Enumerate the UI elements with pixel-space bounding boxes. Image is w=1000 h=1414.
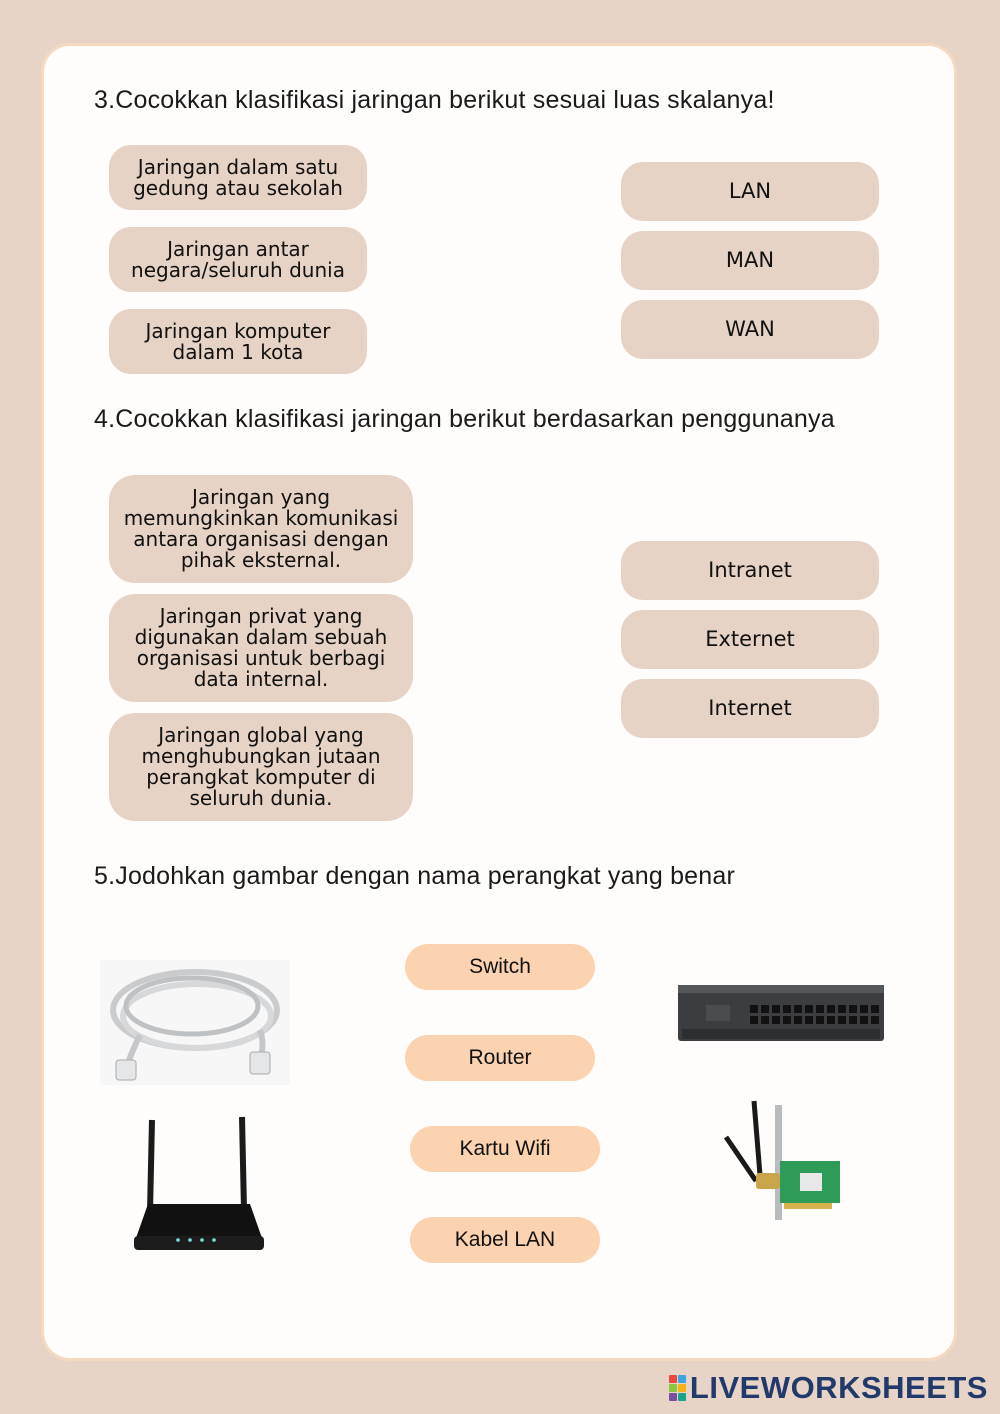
q5-option-router[interactable]: Router: [405, 1035, 595, 1081]
q4-left-item-1[interactable]: Jaringan yang memungkinkan komunikasi antara organisasi dengan pihak eksternal.: [109, 475, 413, 583]
q3-left-item-3[interactable]: Jaringan komputer dalam 1 kota: [109, 309, 367, 374]
q3-option-man[interactable]: MAN: [621, 231, 879, 290]
wifi-card-icon[interactable]: [720, 1097, 845, 1232]
network-switch-icon[interactable]: [676, 983, 886, 1043]
liveworksheets-brand: LIVEWORKSHEETS: [689, 1370, 988, 1405]
q4-option-intranet[interactable]: Intranet: [621, 541, 879, 600]
question-5-title: 5.Jodohkan gambar dengan nama perangkat yang benar: [94, 862, 736, 890]
q5-option-kabel-lan[interactable]: Kabel LAN: [410, 1217, 600, 1263]
question-4-title: 4.Cocokkan klasifikasi jaringan berikut berdasarkan penggunanya: [94, 405, 835, 433]
q4-option-externet[interactable]: Externet: [621, 610, 879, 669]
q4-option-internet[interactable]: Internet: [621, 679, 879, 738]
q3-left-item-1[interactable]: Jaringan dalam satu gedung atau sekolah: [109, 145, 367, 210]
q3-option-wan[interactable]: WAN: [621, 300, 879, 359]
liveworksheets-mark-icon: [669, 1375, 686, 1401]
q5-option-switch[interactable]: Switch: [405, 944, 595, 990]
liveworksheets-logo: [669, 1370, 988, 1406]
q3-option-lan[interactable]: LAN: [621, 162, 879, 221]
q4-left-item-2[interactable]: Jaringan privat yang digunakan dalam sebuah organisasi untuk berbagi data internal.: [109, 594, 413, 702]
q5-option-kartu-wifi[interactable]: Kartu Wifi: [410, 1126, 600, 1172]
question-3-title: 3.Cocokkan klasifikasi jaringan berikut sesuai luas skalanya!: [94, 86, 775, 114]
q4-left-item-3[interactable]: Jaringan global yang menghubungkan jutaan perangkat komputer di seluruh dunia.: [109, 713, 413, 821]
q3-left-item-2[interactable]: Jaringan antar negara/seluruh dunia: [109, 227, 367, 292]
router-icon[interactable]: [128, 1112, 268, 1257]
lan-cable-icon[interactable]: [100, 960, 290, 1085]
